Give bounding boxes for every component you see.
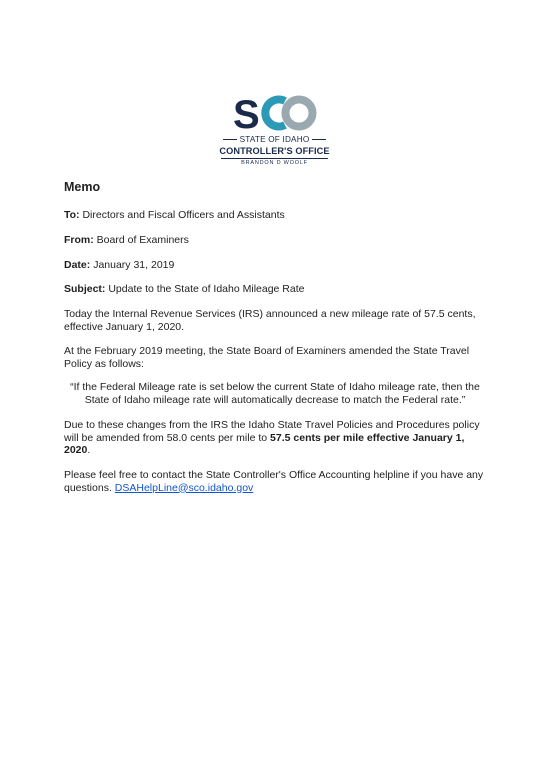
policy-paragraph: At the February 2019 meeting, the State Board of Examiners amended the State Travel Policy as follows:: [64, 345, 470, 370]
from-label: From:: [64, 234, 94, 246]
sco-logo: [218, 94, 331, 170]
logo-divider: [221, 158, 328, 159]
to-label: To:: [64, 209, 80, 221]
changes-text: Due to these changes from the IRS the Idaho State Travel Policies and Procedures policy will be amended from 58.0 cents per mile to: [64, 419, 480, 444]
to-value: Directors and Fiscal Officers and Assistants: [82, 209, 285, 221]
announcement-paragraph: Today the Internal Revenue Services (IRS) announced a new mileage rate of 57.5 cents, effective January 1, 2020.: [64, 308, 476, 333]
date-label: Date:: [64, 259, 91, 271]
logo-office-line: CONTROLLER'S OFFICE: [219, 146, 330, 156]
subject-field: [64, 283, 304, 296]
contact-text: Please feel free to contact the State Controller's Office Accounting helpline if you have any questions.: [64, 469, 484, 494]
contact-paragraph: [64, 469, 486, 494]
date-field: [64, 259, 174, 272]
subject-value: Update to the State of Idaho Mileage Rate: [108, 283, 305, 295]
policy-quote: “If the Federal Mileage rate is set below the current State of Idaho mileage rate, then the State of Idaho mileage rate will automatically decrease to match the Federal rate.”: [70, 381, 480, 406]
from-value: Board of Examiners: [96, 234, 189, 246]
to-field: [64, 209, 285, 222]
changes-end: .: [87, 444, 91, 456]
new-rate-text: 57.5 cents per mile effective January 1, 2020: [64, 431, 465, 456]
subject-label: Subject:: [64, 283, 106, 295]
changes-paragraph: [64, 419, 486, 457]
helpline-email-link[interactable]: DSAHelpLine@sco.idaho.gov: [114, 481, 254, 494]
logo-state-line: STATE OF IDAHO: [218, 135, 331, 144]
sco-logo-letters-icon: [233, 94, 317, 132]
from-field: [64, 234, 189, 247]
logo-person-line: BRANDON D WOOLF: [241, 160, 308, 166]
date-value: January 31, 2019: [93, 259, 175, 271]
svg-text:S: S: [233, 94, 260, 132]
memo-title: Memo: [64, 180, 101, 194]
